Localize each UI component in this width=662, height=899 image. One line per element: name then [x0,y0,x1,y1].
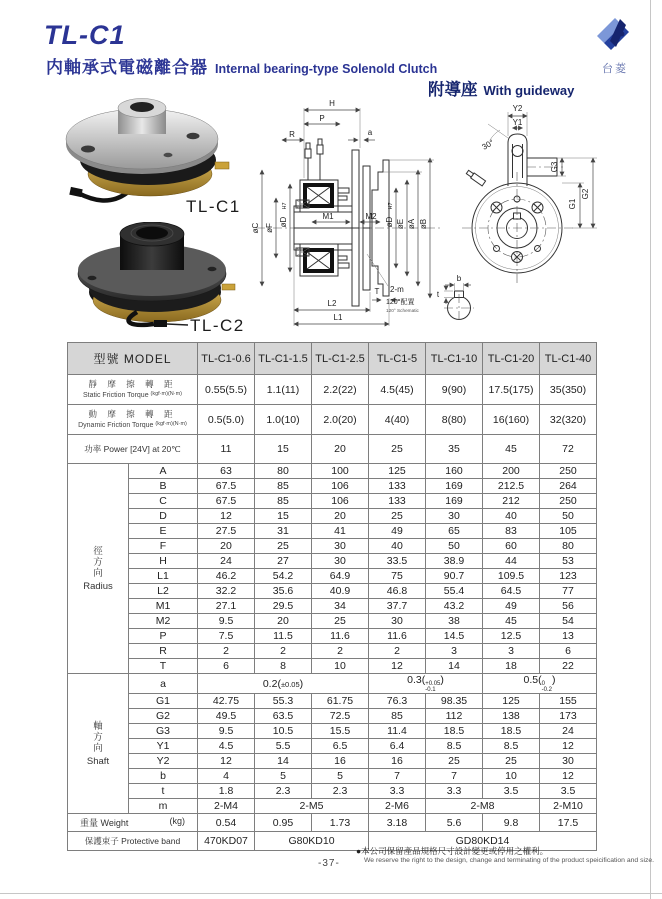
value-cell: 17.5 [540,814,597,832]
group-label: 軸 方 向 Shaft [68,674,129,814]
value-cell: 49.5 [198,709,255,724]
value-cell: 11.4 [369,724,426,739]
dim-L2: L2 [327,299,337,308]
value-cell: 3.3 [426,784,483,799]
value-cell: 83 [483,524,540,539]
value-cell: 6 [198,659,255,674]
product-subtitle [46,53,437,78]
value-cell: 35.6 [255,584,312,599]
value-cell: 17.5(175) [483,375,540,405]
product-name-en: Internal bearing-type Solenold Clutch [215,62,438,76]
value-cell: 0.3( +0.05 -0.1 ) [369,674,483,694]
value-cell: 2 [312,644,369,659]
value-cell: 64.5 [483,584,540,599]
value-cell: 7.5 [198,629,255,644]
value-cell: 173 [540,709,597,724]
value-cell: 470KD07 [198,832,255,851]
value-cell: 85 [255,479,312,494]
value-cell: 0.55(5.5) [198,375,255,405]
dim-label: M2 [129,614,198,629]
value-cell: 29.5 [255,599,312,614]
value-cell: 2-M6 [369,799,426,814]
value-cell: 18.5 [483,724,540,739]
value-cell: 11.6 [312,629,369,644]
dim-label: D [129,509,198,524]
value-cell: 14 [426,659,483,674]
value-cell: 106 [312,494,369,509]
value-cell: 2.2(22) [312,375,369,405]
model-column-header: TL-C1-0.6 [198,343,255,375]
model-column-header: TL-C1-20 [483,343,540,375]
value-cell: 27.1 [198,599,255,614]
value-cell: 3.5 [483,784,540,799]
value-cell: 2 [198,644,255,659]
page-title: TL-C1 [44,20,126,50]
value-cell: 20 [198,539,255,554]
brand-name: 台菱 [602,63,628,75]
dim-a: a [367,128,373,137]
dim-Y1: Y1 [512,118,523,127]
variant-zh: 附導座 [428,81,478,99]
dim-oB: øB [419,218,428,230]
dim-oA: øA [407,218,416,230]
value-cell: 2.3 [255,784,312,799]
value-cell: 5 [255,769,312,784]
value-cell: 112 [426,709,483,724]
value-cell: 5.5 [255,739,312,754]
dim-label: C [129,494,198,509]
value-cell: 2-M5 [255,799,369,814]
value-cell: 11.6 [369,629,426,644]
value-cell: 212.5 [483,479,540,494]
value-cell: 12 [369,659,426,674]
value-cell: 12 [198,754,255,769]
value-cell: 98.35 [426,694,483,709]
value-cell: 11.5 [255,629,312,644]
dim-b: b [456,274,462,283]
footnote [356,846,656,865]
value-cell: 12 [540,769,597,784]
dim-oC: øC [251,222,260,234]
value-cell: 34 [312,599,369,614]
brand-logo [584,16,646,76]
value-cell: 12 [540,739,597,754]
value-cell: 46.8 [369,584,426,599]
value-cell: 2 [369,644,426,659]
model-column-header: TL-C1-40 [540,343,597,375]
value-cell: 61.75 [312,694,369,709]
dim-oD-left: øD [279,216,288,228]
value-cell: 30 [312,539,369,554]
front-view-drawing [420,94,660,339]
value-cell: 250 [540,494,597,509]
value-cell: 14.5 [426,629,483,644]
value-cell: 100 [312,464,369,479]
dim-P: P [319,114,325,123]
value-cell: 200 [483,464,540,479]
value-cell: 85 [255,494,312,509]
photo-caption-tl-c2: TL-C2 [190,316,245,335]
value-cell: 25 [312,614,369,629]
value-cell: 90.7 [426,569,483,584]
value-cell: 6.5 [312,739,369,754]
value-cell: 38 [426,614,483,629]
value-cell: 1.1(11) [255,375,312,405]
brand-logo-icon [587,16,643,54]
group-label: 徑 方 向 Radius [68,464,129,674]
value-cell: 125 [483,694,540,709]
dim-label: F [129,539,198,554]
value-cell: 50 [540,509,597,524]
model-column-header: TL-C1-1.5 [255,343,312,375]
value-cell: 40 [483,509,540,524]
value-cell: 15.5 [312,724,369,739]
dim-2m: 2-m [390,285,404,294]
value-cell: 55.3 [255,694,312,709]
dim-label: A [129,464,198,479]
value-cell: 9(90) [426,375,483,405]
value-cell: 2.3 [312,784,369,799]
value-cell: 0.95 [255,814,312,832]
value-cell: 13 [540,629,597,644]
value-cell: 0.2(±0.05) [198,674,369,694]
variant-en: With guideway [483,83,575,98]
dim-G1: G1 [568,198,577,210]
dim-label: G3 [129,724,198,739]
value-cell: 22 [540,659,597,674]
value-cell: 4 [198,769,255,784]
value-cell: 60 [483,539,540,554]
dim-label: G2 [129,709,198,724]
value-cell: 2-M8 [426,799,540,814]
spec-table [67,342,597,851]
dim-M1: M1 [322,212,334,221]
dim-oE: øE [396,218,405,230]
row-label: 功率 Power [24V] at 20℃ [68,435,198,464]
value-cell: 25 [255,539,312,554]
value-cell: 9.5 [198,724,255,739]
value-cell: 4.5(45) [369,375,426,405]
dim-T: T [374,287,380,296]
value-cell: 264 [540,479,597,494]
value-cell: 6.4 [369,739,426,754]
value-cell: 16 [312,754,369,769]
dim-label: E [129,524,198,539]
dim-label: b [129,769,198,784]
value-cell: 12 [198,509,255,524]
value-cell: 25 [369,435,426,464]
row-label: 保護束子 Protective band [68,832,198,851]
model-column-header: TL-C1-10 [426,343,483,375]
value-cell: 0.54 [198,814,255,832]
dim-M2: M2 [365,212,377,221]
value-cell: 55.4 [426,584,483,599]
value-cell: 67.5 [198,494,255,509]
dim-oF: øF [265,223,274,233]
value-cell: 2-M10 [540,799,597,814]
value-cell: 4.5 [198,739,255,754]
value-cell: 67.5 [198,479,255,494]
value-cell: 15 [255,435,312,464]
value-cell: 35(350) [540,375,597,405]
dim-oD-right: øD [385,216,394,228]
value-cell: 72 [540,435,597,464]
value-cell: 4(40) [369,405,426,435]
value-cell: 56 [540,599,597,614]
value-cell: G80KD10 [255,832,369,851]
value-cell: 133 [369,494,426,509]
dim-label: B [129,479,198,494]
value-cell: 72.5 [312,709,369,724]
value-cell: 24 [198,554,255,569]
dim-label: P [129,629,198,644]
model-column-header: TL-C1-5 [369,343,426,375]
value-cell: 30 [540,754,597,769]
value-cell: 0.5( 0 -0.2 ) [483,674,597,694]
value-cell: 43.2 [426,599,483,614]
value-cell: 123 [540,569,597,584]
dim-label: R [129,644,198,659]
value-cell: 10 [312,659,369,674]
dim-label: M1 [129,599,198,614]
value-cell: 1.0(10) [255,405,312,435]
value-cell: 7 [426,769,483,784]
value-cell: 1.8 [198,784,255,799]
value-cell: 77 [540,584,597,599]
value-cell: 133 [369,479,426,494]
note-120-en: 120° Schematic [386,308,419,313]
value-cell: 20 [255,614,312,629]
dim-label: H [129,554,198,569]
value-cell: 32.2 [198,584,255,599]
value-cell: 46.2 [198,569,255,584]
value-cell: 30 [369,614,426,629]
row-label: 動 摩 擦 轉 距 Dynamic Friction Torque $^{(kgf\cdot m)(N\cdot m)}$ [68,405,198,435]
value-cell: 54 [540,614,597,629]
dim-G3: G3 [550,161,559,173]
note-120-zh: 120°配置 [386,299,415,306]
value-cell: 40 [369,539,426,554]
value-cell: 3 [426,644,483,659]
dim-label: T [129,659,198,674]
value-cell: 42.75 [198,694,255,709]
value-cell: GD80KD14 [369,832,597,851]
value-cell: 20 [312,435,369,464]
photo-tl-c1 [50,92,240,212]
value-cell: 16 [369,754,426,769]
value-cell: 5.6 [426,814,483,832]
value-cell: 169 [426,494,483,509]
dim-H: H [329,99,335,108]
value-cell: 6 [540,644,597,659]
value-cell: 63.5 [255,709,312,724]
value-cell: 35 [426,435,483,464]
value-cell: 138 [483,709,540,724]
value-cell: 125 [369,464,426,479]
product-name-zh: 内軸承式電磁離合器 [46,58,208,77]
value-cell: 25 [369,509,426,524]
value-cell: 8 [255,659,312,674]
value-cell: 16(160) [483,405,540,435]
dim-label: G1 [129,694,198,709]
value-cell: 3.18 [369,814,426,832]
value-cell: 169 [426,479,483,494]
value-cell: 31 [255,524,312,539]
value-cell: 75 [369,569,426,584]
value-cell: 8(80) [426,405,483,435]
value-cell: 53 [540,554,597,569]
value-cell: 80 [255,464,312,479]
value-cell: 25 [426,754,483,769]
dim-G2: G2 [581,188,590,200]
dim-oD-right-tol: H7 [388,202,394,210]
row-label: 重量 Weight (kg) [68,814,198,832]
value-cell: 15 [255,509,312,524]
value-cell: 24 [540,724,597,739]
value-cell: 25 [483,754,540,769]
value-cell: 85 [369,709,426,724]
value-cell: 2-M4 [198,799,255,814]
value-cell: 44 [483,554,540,569]
value-cell: 65 [426,524,483,539]
value-cell: 3 [483,644,540,659]
value-cell: 2.0(20) [312,405,369,435]
value-cell: 160 [426,464,483,479]
value-cell: 20 [312,509,369,524]
dim-oD-left-tol: H7 [282,202,288,210]
value-cell: 27.5 [198,524,255,539]
value-cell: 33.5 [369,554,426,569]
value-cell: 106 [312,479,369,494]
value-cell: 105 [540,524,597,539]
value-cell: 250 [540,464,597,479]
page-edge-line [0,893,662,894]
value-cell: 54.2 [255,569,312,584]
value-cell: 45 [483,614,540,629]
value-cell: 49 [483,599,540,614]
value-cell: 10 [483,769,540,784]
dim-label: Y1 [129,739,198,754]
value-cell: 50 [426,539,483,554]
section-drawing [250,94,445,339]
dim-t: t [436,290,440,299]
dim-label: Y2 [129,754,198,769]
photo-caption-tl-c1: TL-C1 [186,197,241,216]
value-cell: 3.5 [540,784,597,799]
dim-R: R [289,130,295,139]
dim-label: t [129,784,198,799]
value-cell: 41 [312,524,369,539]
value-cell: 64.9 [312,569,369,584]
value-cell: 30 [312,554,369,569]
value-cell: 8.5 [483,739,540,754]
dim-30deg: 30° [480,137,496,152]
value-cell: 37.7 [369,599,426,614]
dim-label: m [129,799,198,814]
value-cell: 5 [312,769,369,784]
page-number: -37- [318,858,340,869]
value-cell: 76.3 [369,694,426,709]
value-cell: 32(320) [540,405,597,435]
model-header-label: 型號 MODEL [68,343,198,375]
value-cell: 49 [369,524,426,539]
value-cell: 80 [540,539,597,554]
value-cell: 3.3 [369,784,426,799]
value-cell: 9.8 [483,814,540,832]
value-cell: 14 [255,754,312,769]
value-cell: 40.9 [312,584,369,599]
footnote-zh: ●本公司保留產品規格尺寸設計變更或停用之權利。 [356,846,549,856]
value-cell: 45 [483,435,540,464]
dim-label: L2 [129,584,198,599]
value-cell: 8.5 [426,739,483,754]
value-cell: 212 [483,494,540,509]
value-cell: 30 [426,509,483,524]
photo-tl-c2 [62,222,247,330]
value-cell: 0.5(5.0) [198,405,255,435]
value-cell: 9.5 [198,614,255,629]
value-cell: 2 [255,644,312,659]
footnote-en: We reserve the right to the design, change and terminating of the product speicification and size. [364,857,655,864]
row-label: 靜 摩 擦 轉 距 Static Friction Torque $^{(kgf\cdot m)(N\cdot m)}$ [68,375,198,405]
dim-Y2: Y2 [512,104,523,113]
dim-L1: L1 [333,313,343,322]
value-cell: 10.5 [255,724,312,739]
value-cell: 12.5 [483,629,540,644]
value-cell: 63 [198,464,255,479]
value-cell: 7 [369,769,426,784]
value-cell: 27 [255,554,312,569]
value-cell: 11 [198,435,255,464]
value-cell: 1.73 [312,814,369,832]
value-cell: 18.5 [426,724,483,739]
dim-label: L1 [129,569,198,584]
dim-label: a [129,674,198,694]
model-column-header: TL-C1-2.5 [312,343,369,375]
value-cell: 38.9 [426,554,483,569]
value-cell: 155 [540,694,597,709]
value-cell: 18 [483,659,540,674]
value-cell: 109.5 [483,569,540,584]
